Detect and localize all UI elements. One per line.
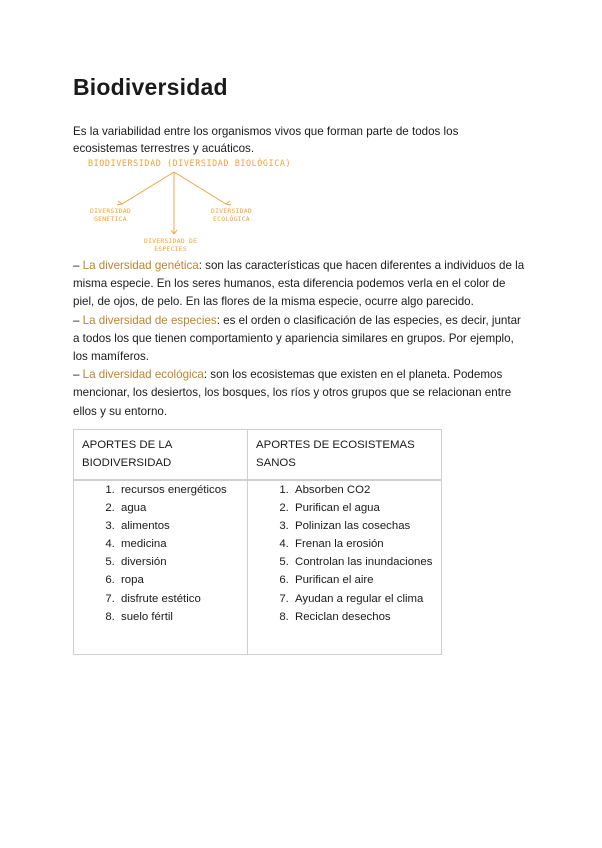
paragraph-species: [73, 312, 525, 367]
list-item: 6. ropa: [118, 571, 247, 589]
dash: –: [73, 368, 83, 382]
arrowhead-right: [226, 201, 231, 205]
page-title: Biodiversidad: [73, 74, 228, 100]
list-item: 3. alimentos: [118, 517, 247, 535]
arrow-right: [174, 172, 226, 204]
diversity-paragraphs: [73, 257, 525, 421]
list-item: 2. Purifican el agua: [292, 499, 441, 517]
biodiversity-diagram: [88, 156, 308, 256]
list-item: 1. recursos energéticos: [118, 481, 247, 499]
diagram-center-label: DIVERSIDAD DE ESPECIES: [144, 238, 198, 253]
table-header-biodiversity: APORTES DE LA BIODIVERSIDAD: [74, 430, 248, 479]
intro-paragraph: Es la variabilidad entre los organismos vivos que forman parte de todos los ecosistemas terrestres y acuáticos.: [73, 125, 459, 155]
list-item: 7. Ayudan a regular el clima: [292, 590, 441, 608]
paragraph-text: : es el orden o clasificación de las especies, es decir, juntar a todos los que tienen comportamiento y apariencia similares en grupos. Por ejemplo, los mamíferos.: [73, 313, 521, 364]
arrow-left: [122, 172, 174, 204]
table-header-ecosystems: APORTES DE ECOSISTEMAS SANOS: [256, 439, 415, 469]
table-header-row: [74, 430, 441, 481]
list-item: 4. Frenan la erosión: [292, 535, 441, 553]
list-item: 7. disfrute estético: [118, 590, 247, 608]
dash: –: [73, 259, 83, 272]
list-item: 1. Absorben CO2: [292, 481, 441, 499]
list-item: 3. Polinizan las cosechas: [292, 517, 441, 535]
list-item: 5. diversión: [118, 553, 247, 571]
list-item: 5. Controlan las inundaciones: [292, 553, 441, 571]
dash: –: [73, 313, 83, 327]
diagram-right-label: DIVERSIDAD ECOLÓGICA: [211, 208, 252, 223]
list-item: 6. Purifican el aire: [292, 571, 441, 589]
diagram-left-label: DIVERSIDAD GENÉTICA: [90, 208, 131, 223]
biodiversity-list: [74, 481, 247, 626]
diagram-top-label: BIODIVERSIDAD (DIVERSIDAD BIOLÓGICA): [88, 158, 292, 168]
keyword-genetic: La diversidad genética: [82, 259, 199, 272]
list-item: 8. suelo fértil: [118, 608, 247, 626]
contributions-table: [73, 429, 442, 655]
paragraph-text: : son las características que hacen diferentes a individuos de la misma especie. En los seres humanos, esta diferencia podemos verla en el color de piel, de ojos, de pelo. En las flores de la misma especie, ocurre algo parecido.: [73, 259, 525, 309]
paragraph-genetic: [73, 257, 525, 312]
paragraph-text: : son los ecosistemas que existen en el planeta. Podemos mencionar, los desiertos, los bosques, los ríos y otros grupos que se relacionan entre ellos y su entorno.: [73, 368, 512, 418]
list-item: 4. medicina: [118, 535, 247, 553]
list-item: 8. Reciclan desechos: [292, 608, 441, 626]
diagram-arrows: [88, 156, 308, 256]
table-cell-biodiversity: [74, 481, 248, 654]
paragraph-ecological: [73, 366, 525, 421]
list-item: 2. agua: [118, 499, 247, 517]
table-cell-ecosystems: [248, 481, 441, 654]
ecosystems-list: [248, 481, 441, 626]
keyword-ecological: La diversidad ecológica: [82, 368, 204, 382]
table-body-row: [74, 481, 441, 654]
arrowhead-left: [117, 201, 122, 205]
keyword-species: La diversidad de especies: [82, 313, 217, 327]
